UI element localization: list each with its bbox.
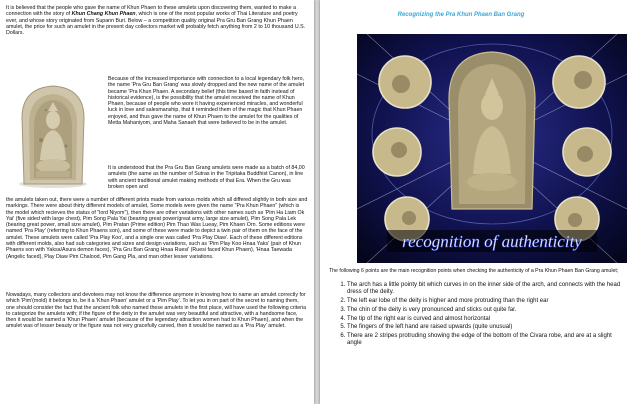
authenticity-image bbox=[357, 34, 627, 263]
authenticity-banner-text: recognition of authenticity bbox=[402, 232, 582, 251]
list-item: 5. The fingers of the left hand are raised upwards (quite unusual) bbox=[347, 324, 627, 331]
intro-paragraph bbox=[6, 5, 308, 36]
right-page-title: Recognizing the Pra Khun Phaen Ban Grang bbox=[397, 12, 525, 18]
list-item: 6. There are 2 stripes protruding showing the edge of the bottom of the Civara robe, and are at a slight angle bbox=[347, 333, 627, 347]
intro-text: It is believed that the people who gave the name of Khun Phaen to these amulets upon discovering them, wanted to make a connection with the story of bbox=[6, 5, 297, 18]
list-item: 4. The tip of the right ear is curved and almost horizontal bbox=[347, 316, 627, 323]
intro-bold-title: Khun Chang Khun Phaen bbox=[71, 11, 136, 18]
paragraph-batch: It is understood that the Pra Gru Ban Grang amulets were made as a batch of 84,00 amulets (the same as the number of Sutras in the Tripitaka Buddhist Canon), in line with ancient traditional amulet making methods of that Era. When the Gru was broken open and bbox=[108, 165, 305, 190]
list-item: 2. The left ear lobe of the deity is higher and more protruding than the right ear bbox=[347, 298, 627, 305]
list-item: 3. The chin of the deity is very pronounced and sticks out quite far. bbox=[347, 307, 627, 314]
paragraph-name-origin: Because of the increased importance with connection to a local legendary folk hero, the name 'Pra Gru Ban Grang' was slowly dropped and the new name of the amulet became 'Pra Khun Phaen. A secondary belief (this time based in faith instead of historical evidence), is the possibility that the amulet received the name of Khun Phaen, because of people who wore it having experienced miracles, and wonderful luck in love and salesmanship, that it reminded them of the magic that Khun Phaen enjoyed, and thus gave the name of Khun Phaen to the amulet for the qualities of Metta Mahaniyom, and Maha Sanaeh that were believed to be in the amulet. bbox=[108, 76, 305, 127]
intro-text-rest: , which is one of the most popular works of Thai Literature and poetry ever, and whose story originated from Supann Buri. Below – a competition quality original Pra Gru Ban Grang Khun Phaen amulet, the price for such an amulet in the present day collectors market will probably fetch anything from 2 to 10 thousand U.S. Dollars. bbox=[6, 11, 306, 37]
paragraph-naming: Nowadays, many collectors and devotees may not know the difference anymore in knowing how to name an amulet correctly for which 'Pim'(mold) it belongs to, be it a 'Khun Phaen' amulet or a 'Pim Play'. To let you in on part of the secret to naming them, one should consider the fact that the ancient folk who named these amulets in the first place, will have used the following criteria to categorize the amulets with; if the figure of the deity in the amulet was very beautiful and attractive, with a handsome face, then it would be named a 'Khun Phaen' amulet (because of the legendary attraction women had to Khun Phaen), and when the amulet was of lesser beauty or the figure was not very gracefully carved, then it would be named as a 'Pra Play' amulet. bbox=[6, 292, 307, 330]
recognition-points-list bbox=[329, 282, 627, 349]
points-intro: The following 6 points are the main recognition points when checking the authenticity of a Pra Khun Phaen Ban Grang amulet; bbox=[329, 268, 619, 274]
amulet-photo bbox=[8, 80, 98, 190]
paragraph-molds: the amulets taken out, there were a number of different prints made from various molds which all differed slightly in both size and markings. There were about thirty different models of amulet, Some models were given the name "Pra Khun Phaen" (which is the model which recieves the status of "lord Niyom"), then there are other variations with other names such as 'Pim Ha Liam Ok Yai' (five sided with large chest), Pim Song Pala Yai (bearing great power/great army, large size amulet), Pim Song Pala Lek (bearing great power, small size amulet), Pim Pratan (Prime edition) Pim Thao Was Lueay, Pim Khaen Orn. Some editions were named 'Pra Play' (referring to Khun Phaens son), and some of these were made to depict a twin pair of them on the face of the amulet. These amulets were called 'Pra Play Koo', and a single one was called 'Pra Play Diaw'. Each of these different editions with different molds, also had sub categories and sizes and design variations, such as 'Pim Play Koo Hnaa Yaks' (pair of Khun Phaens son with Yaksa/Asura demon faces), 'Pra Gru Ban Grang Hnaa Ruesi' (Ruesi faced Khun Phaen), 'Hnaa Taewada (Angelic faced), Play Diaw Pim Chalood, Pim Gang Pla, and man other lesser variations. bbox=[6, 197, 308, 260]
list-item: 1. The arch has a little pointy bit which curves in on the inner side of the arch, and connects with the head dress of the deity. bbox=[347, 282, 627, 296]
